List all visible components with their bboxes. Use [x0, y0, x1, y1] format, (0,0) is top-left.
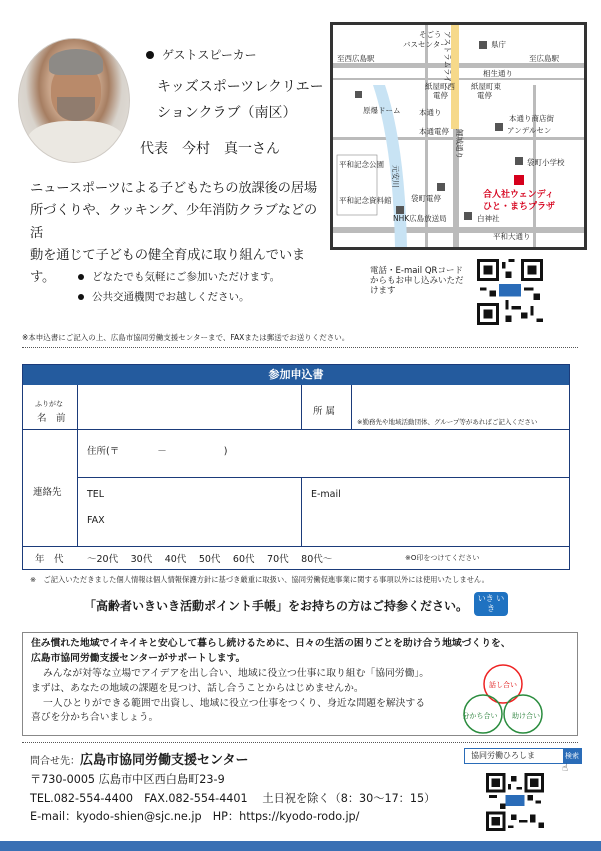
points-book-notice: 「高齢者いきいき活動ポイント手帳」をお持ちの方はご持参ください。 — [84, 599, 469, 613]
footer-divider — [22, 742, 578, 743]
map-label-west-station: 至西広島駅 — [337, 54, 375, 63]
map-label-sogo: そごう — [419, 30, 442, 39]
map-label-bus-center: バスセンター — [403, 40, 448, 49]
email-label: E-mail — [311, 489, 341, 500]
submit-note: ※本申込書にご記入の上、広島市協同労働支援センターまで、FAXまたは郵送でお送りください。 — [22, 333, 350, 342]
age-note: ※O印をつけてください — [405, 554, 480, 562]
map-label-kamiyacho-west: 紙屋町西 — [425, 82, 455, 91]
search-text: 協同労働ひろしま — [471, 751, 535, 760]
ikiiki-badge-icon: いき いき — [474, 592, 508, 616]
tel-fax-field[interactable] — [79, 479, 299, 545]
map-label-hiroshima-station: 至広島駅 — [529, 54, 559, 63]
map-label-genbaku: 原爆ドーム — [363, 106, 401, 115]
inquiry-label: 問合せ先： — [30, 756, 80, 767]
map-label-tram-1: 電停 — [433, 91, 448, 100]
search-button[interactable]: 検索 — [563, 749, 581, 763]
map-label-andersen: アンデルセン — [507, 126, 552, 135]
venn-top: 話し合い — [489, 681, 517, 689]
age-label: 年 代 — [35, 554, 64, 565]
map-label-hondori-arcade: 本通り商店街 — [509, 114, 554, 123]
map-label-heiwa-odori: 平和大通り — [493, 232, 531, 241]
map-label-fukuromachi-school: 袋町小学校 — [527, 158, 565, 167]
map-label-prefecture: 県庁 — [491, 40, 506, 49]
email-field[interactable] — [303, 479, 567, 545]
cooperation-venn-diagram — [448, 662, 558, 742]
map-label-fukuromachi: 袋町電停 — [411, 194, 441, 203]
tel-label: TEL — [87, 489, 105, 500]
note-item: 公共交通機関でお越しください。 — [78, 288, 280, 308]
address-label: 住所(〒 － ) — [87, 446, 228, 457]
map-label-astram: アストラムライン — [443, 31, 452, 91]
divider — [22, 347, 578, 348]
name-label: 名 前 — [37, 413, 66, 424]
map-label-kamiyacho-east: 紙屋町東 — [471, 82, 501, 91]
application-form — [22, 364, 570, 570]
notes-list — [78, 268, 280, 308]
speaker-rep: 代表 今村 真一さん — [140, 141, 280, 157]
contact-label: 連絡先 — [33, 487, 62, 498]
map-label-hondori: 本通り — [419, 108, 442, 117]
affiliation-label: 所 属 — [313, 406, 336, 417]
map-label-peace-park: 平和記念公園 — [339, 160, 384, 169]
map-label-shirakami: 白神社 — [477, 214, 500, 223]
fax-label: FAX — [87, 515, 105, 526]
map-destination-2: ひと・まちプラザ — [483, 202, 556, 212]
email-web: E-mail：kyodo-shien@sjc.ne.jp HP：https://kyodo-rodo.jp/ — [30, 810, 360, 824]
speaker-org: キッズスポーツレクリエー ションクラブ（南区） — [157, 79, 324, 121]
age-options[interactable]: ～20代 30代 40代 50代 60代 70代 80代～ — [87, 554, 333, 565]
speaker-heading: ゲストスピーカー — [146, 46, 257, 65]
postal-address: 〒730-0005 広島市中区西白島町23-9 — [30, 773, 225, 787]
map-label-hondori-station: 本通電停 — [419, 127, 449, 136]
access-map — [330, 22, 587, 250]
website-qr-code[interactable] — [486, 772, 544, 832]
note-item: どなたでも気軽にご参加いただけます。 — [78, 268, 280, 288]
map-destination-1: 合人社ウェンディ — [483, 190, 554, 200]
application-qr-code[interactable] — [477, 258, 543, 326]
contact-info — [30, 750, 435, 827]
privacy-note: ※ ご記入いただきました個人情報は個人情報保護方針に基づき厳重に取扱い、協同労働促進事業に関する事項以外には使用いたしません。 — [30, 575, 489, 584]
map-label-peace-museum: 平和記念資料館 — [339, 196, 392, 205]
venn-left: 分かち合い — [462, 712, 498, 720]
bottom-bar — [0, 841, 601, 851]
map-label-tram-2: 電停 — [477, 91, 492, 100]
map-label-kencho-street: 鯉城通り — [455, 129, 464, 159]
furigana-label: ふりがな — [35, 400, 63, 408]
address-field[interactable] — [79, 431, 567, 476]
affiliation-note: ※勤務先や地域活動団体、グループ等があればご記入ください — [357, 418, 538, 426]
search-box[interactable] — [464, 748, 582, 764]
map-label-genan-river: 元安川 — [391, 165, 400, 188]
form-title: 参加申込書 — [23, 365, 569, 385]
description: ニュースポーツによる子どもたちの放課後の居場 所づくりや、クッキング、少年消防クラブなどの活 動を通じて子どもの健全育成に取り組んでいます。 — [30, 181, 317, 286]
map-label-nhk: NHK広島放送局 — [393, 214, 447, 223]
contact-note: 電話・E-mail QRコードからもお申し込みいただけます — [370, 266, 464, 297]
affiliation-field[interactable] — [353, 387, 567, 417]
org-name: 広島市協同労働支援センター — [80, 753, 249, 768]
info-text: 住み慣れた地域でイキイキと安心して暮らし続けるために、日々の生活の困りごとを助け合う地域づくりを、 広島市協同労働支援センターがサポートします。 みんなが対等な立場でアイデアを出し合い、地域に役立つ仕事に取り組む「協同労働」。 まずは、あなたの地域の課題を見つけ、話し合うことからはじめませんか。 一人ひとりができる範囲で出資し、地域に役立つ仕事をつくり、身近な問題を解決する 喜びを分かち合いましょう。 — [31, 638, 511, 724]
name-field[interactable] — [79, 387, 299, 427]
speaker-photo — [18, 38, 130, 163]
tel-fax: TEL.082-554-4400 FAX.082-554-4401 土日祝を除く（8：30～17：15） — [30, 791, 436, 805]
map-label-aioi: 相生通り — [483, 69, 513, 78]
venn-right: 助け合い — [512, 712, 540, 720]
cursor-icon: ☝ — [562, 763, 569, 774]
bullet-icon — [146, 51, 154, 59]
